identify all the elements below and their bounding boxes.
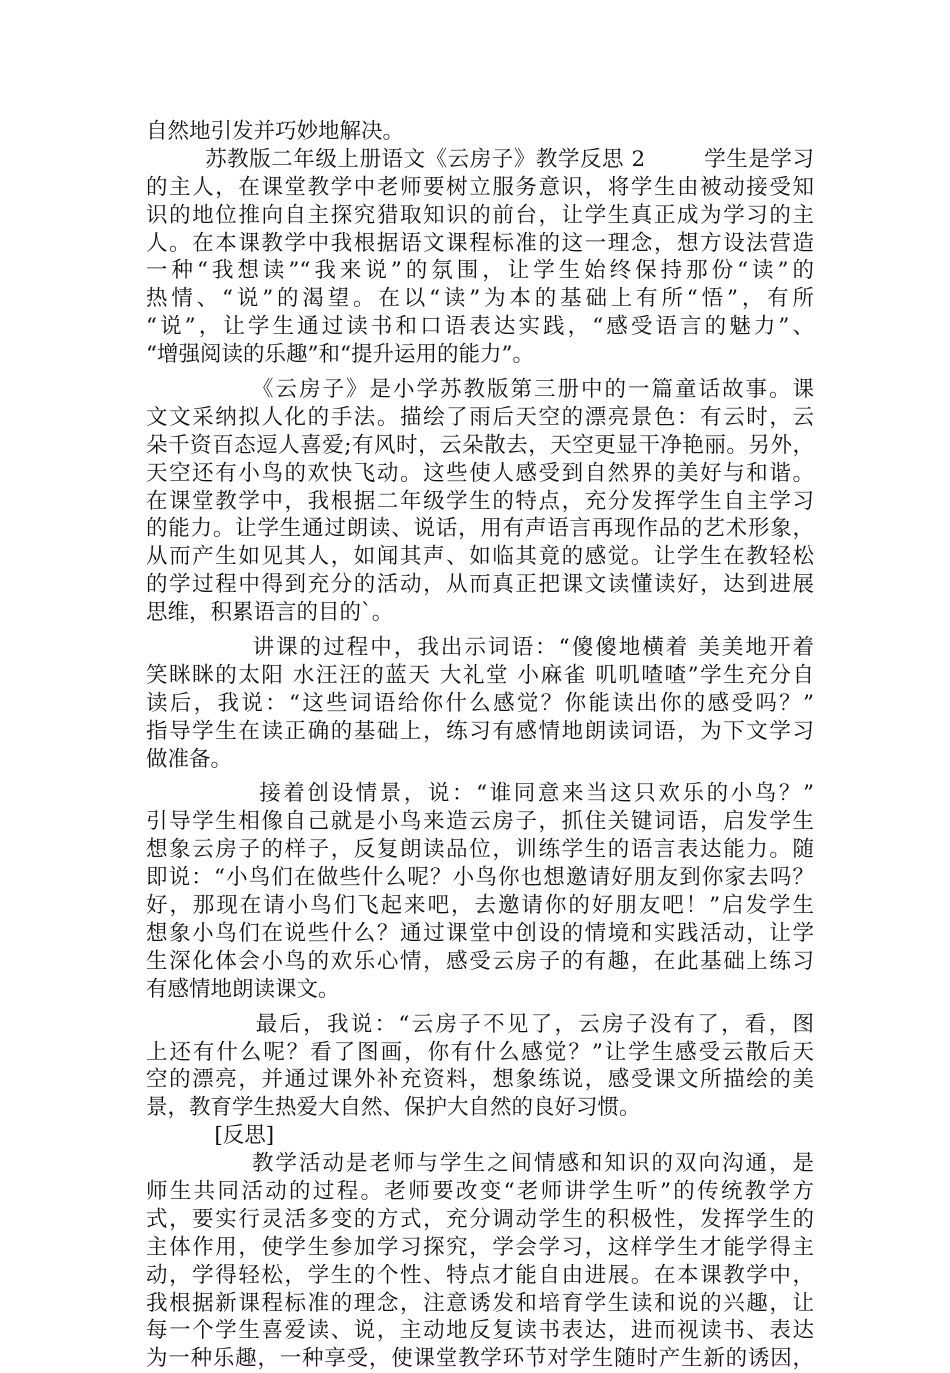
text-line: 引导学生相像自己就是小鸟来造云房子，抓住关键词语，启发学生 — [146, 809, 814, 835]
text-line: 接着创设情景，说：“谁同意来当这只欢乐的小鸟？” — [146, 781, 814, 807]
text-line: 想象小鸟们在说些什么？通过课堂中创设的情境和实践活动，让学 — [146, 920, 814, 946]
paragraph-gap — [146, 1004, 814, 1011]
text-line: 文文采纳拟人化的手法。描绘了雨后天空的漂亮景色：有云时，云 — [146, 404, 814, 430]
text-line: 式，要实行灵活多变的方式，充分调动学生的积极性，发挥学生的 — [146, 1206, 814, 1232]
text-line: 笑眯眯的太阳 水汪汪的蓝天 大礼堂 小麻雀 叽叽喳喳”学生充分自 — [146, 662, 814, 688]
text-line: 做准备。 — [146, 746, 233, 772]
text-line: 生深化体会小鸟的欢乐心情，感受云房子的有趣，在此基础上练习 — [146, 948, 814, 974]
text-line: 朵千资百态逗人喜爱;有风时，云朵散去，天空更显干净艳丽。另外， — [146, 432, 814, 458]
text-line: 《云房子》是小学苏教版第三册中的一篇童话故事。课 — [146, 377, 814, 403]
text-line: 热情、“说”的渴望。在以“读”为本的基础上有所“悟”，有所 — [146, 286, 814, 312]
text-line: 教学活动是老师与学生之间情感和知识的双向沟通，是 — [146, 1151, 814, 1177]
text-line: “增强阅读的乐趣”和“提升运用的能力”。 — [146, 342, 534, 368]
text-line: 讲课的过程中，我出示词语：“傻傻地横着 美美地开着 — [146, 635, 814, 661]
text-line: 自然地引发并巧妙地解决。 — [146, 119, 405, 144]
text-line: 最后，我说：“云房子不见了，云房子没有了，看，图 — [146, 1011, 814, 1037]
text-line: 为一种乐趣，一种享受，使课堂教学环节对学生随时产生新的诱因， — [146, 1346, 814, 1372]
text-line: [反思] — [146, 1123, 275, 1149]
document-page — [146, 118, 814, 1373]
text-line: 每一个学生喜爱读、说，主动地反复读书表达，进而视读书、表达 — [146, 1318, 814, 1344]
text-line: 读后，我说：“这些词语给你什么感觉？你能读出你的感受吗？” — [146, 690, 814, 716]
text-line: “说”，让学生通过读书和口语表达实践，“感受语言的魅力”、 — [146, 314, 814, 340]
text-line: 有感情地朗读课文。 — [146, 976, 340, 1002]
text-line: 师生共同活动的过程。老师要改变“老师讲学生听”的传统教学方 — [146, 1178, 814, 1204]
paragraph-gap — [146, 627, 814, 634]
text-line: 动，学得轻松，学生的个性、特点才能自由进展。在本课教学中， — [146, 1262, 814, 1288]
text-line: 空的漂亮，并通过课外补充资料，想象练说，感受课文所描绘的美 — [146, 1067, 814, 1093]
text-line: 我根据新课程标准的理念，注意诱发和培育学生读和说的兴趣，让 — [146, 1290, 814, 1316]
text-line: 人。在本课教学中我根据语文课程标准的这一理念，想方设法营造 — [146, 230, 814, 256]
text-line: 上还有什么呢？看了图画，你有什么感觉？”让学生感受云散后天 — [146, 1039, 814, 1065]
text-line: 天空还有小鸟的欢快飞动。这些使人感受到自然界的美好与和谐。 — [146, 460, 814, 486]
paragraph-gap — [146, 773, 814, 780]
text-line: 好，那现在请小鸟们飞起来吧，去邀请你的好朋友吧！”启发学生 — [146, 893, 814, 919]
text-line: 从而产生如见其人，如闻其声、如临其竟的感觉。让学生在教轻松 — [146, 544, 814, 570]
text-line: 苏教版二年级上册语文《云房子》教学反思 2 学生是学习 — [146, 146, 814, 172]
text-line: 指导学生在读正确的基础上，练习有感情地朗读词语，为下文学习 — [146, 718, 814, 744]
text-line: 识的地位推向自主探究猎取知识的前台，让学生真正成为学习的主 — [146, 202, 814, 228]
text-line: 在课堂教学中，我根据二年级学生的特点，充分发挥学生自主学习 — [146, 488, 814, 514]
text-line: 一种“我想读”“我来说”的氛围，让学生始终保持那份“读”的 — [146, 258, 814, 284]
text-line: 思维，积累语言的目的`。 — [146, 600, 394, 626]
text-line: 的主人，在课堂教学中老师要树立服务意识，将学生由被动接受知 — [146, 174, 814, 200]
text-line: 景，教育学生热爱大自然、保护大自然的良好习惯。 — [146, 1095, 641, 1121]
text-line: 的学过程中得到充分的活动，从而真正把课文读懂读好，达到进展 — [146, 572, 814, 598]
text-line: 的能力。让学生通过朗读、说话，用有声语言再现作品的艺术形象， — [146, 516, 814, 542]
text-line: 即说：“小鸟们在做些什么呢？小鸟你也想邀请好朋友到你家去吗？ — [146, 865, 814, 891]
text-line: 想象云房子的样子，反复朗读品位，训练学生的语言表达能力。随 — [146, 837, 814, 863]
text-line: 主体作用，使学生参加学习探究，学会学习，这样学生才能学得主 — [146, 1234, 814, 1260]
paragraph-gap — [146, 369, 814, 376]
